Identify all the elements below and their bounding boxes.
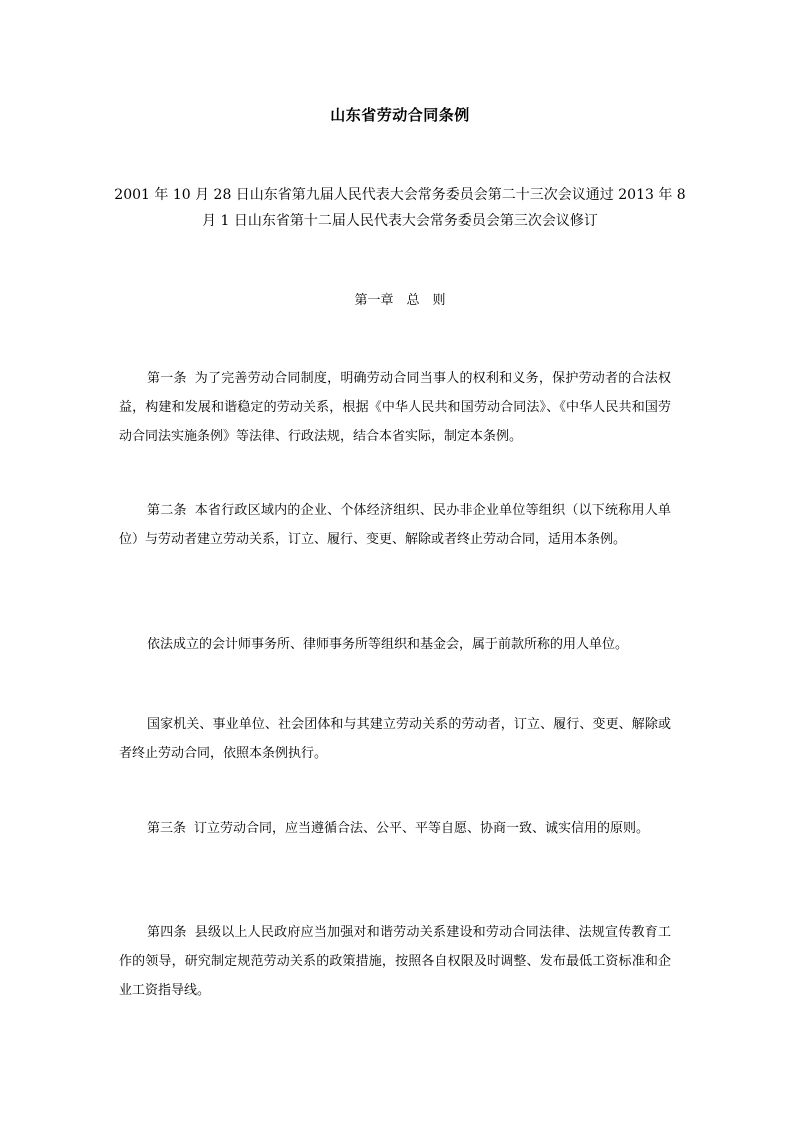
document-title: 山东省劳动合同条例 (330, 106, 470, 124)
article-label: 第一条 (147, 371, 187, 386)
article-text: 县级以上人民政府应当加强对和谐劳动关系建设和劳动合同法律、法规宣传教育工作的领导，研究制定规范劳动关系的政策措施，按照各自权限及时调整、发布最低工资标准和企业工资指导线。 (119, 925, 671, 998)
article-text: 订立劳动合同，应当遵循合法、公平、平等自愿、协商一致、诚实信用的原则。 (194, 821, 650, 836)
article-4-paragraph (119, 918, 671, 1005)
article-2-clause-2-paragraph (119, 630, 671, 659)
article-label: 第四条 (147, 925, 187, 940)
article-2-clause-3-paragraph (119, 710, 671, 768)
article-text: 依法成立的会计师事务所、律师事务所等组织和基金会，属于前款所称的用人单位。 (147, 637, 629, 652)
article-label: 第三条 (147, 821, 187, 836)
article-1-paragraph (119, 364, 671, 451)
adoption-note: 2001 年 10 月 28 日山东省第九届人民代表大会常务委员会第二十三次会议通过 2013 年 8 月 1 日山东省第十二届人民代表大会常务委员会第三次会议修订 (114, 187, 686, 229)
article-text: 为了完善劳动合同制度，明确劳动合同当事人的权利和义务，保护劳动者的合法权益，构建和发展和谐稳定的劳动关系，根据《中华人民共和国劳动合同法》、《中华人民共和国劳动合同法实施条例》等法律、行政法规，结合本省实际，制定本条例。 (119, 371, 671, 444)
article-2-paragraph (119, 496, 671, 554)
article-3-paragraph (119, 814, 671, 843)
article-text: 本省行政区域内的企业、个体经济组织、民办非企业单位等组织（以下统称用人单位）与劳动者建立劳动关系，订立、履行、变更、解除或者终止劳动合同，适用本条例。 (119, 503, 671, 547)
article-text: 国家机关、事业单位、社会团体和与其建立劳动关系的劳动者，订立、履行、变更、解除或者终止劳动合同，依照本条例执行。 (119, 717, 671, 761)
article-label: 第二条 (147, 503, 187, 518)
chapter-title: 第一章 总 则 (354, 293, 446, 308)
